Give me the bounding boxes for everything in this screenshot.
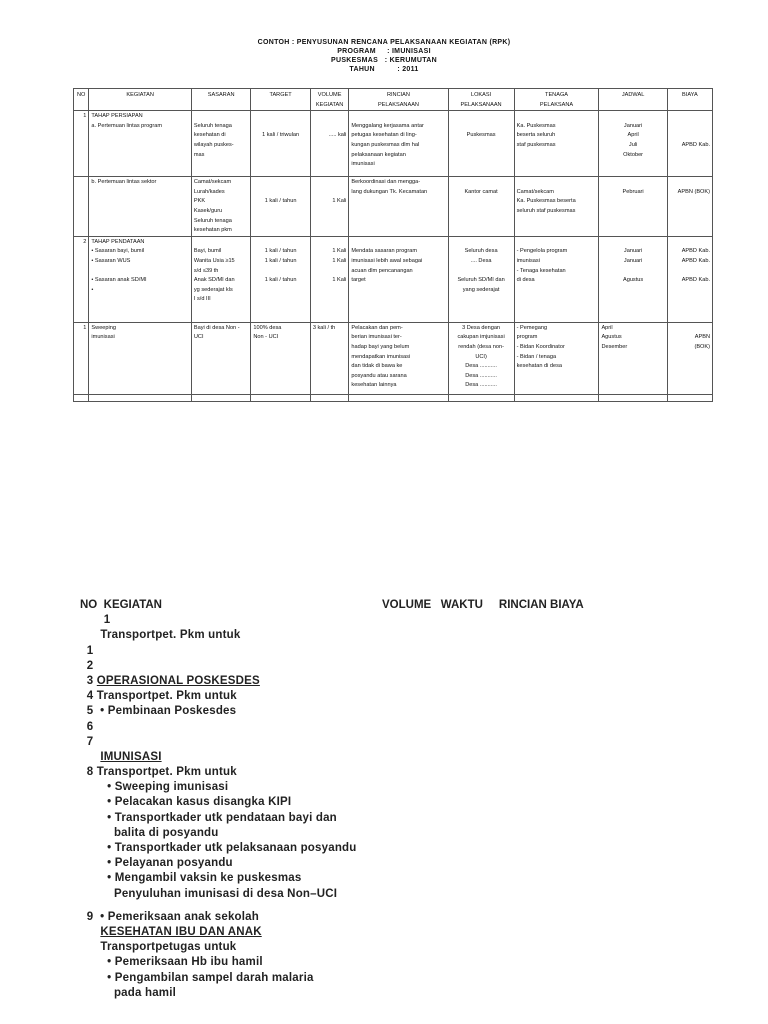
cell-text: Desember (601, 343, 628, 350)
column-header-text: KEGIATAN (126, 92, 154, 98)
column-header (599, 89, 667, 111)
cell-empty (74, 394, 89, 401)
cell-text (451, 267, 512, 277)
cell-text (670, 122, 710, 132)
lower-line: 2 (80, 659, 94, 672)
cell-text: 1 (83, 113, 87, 120)
cell-text: 2 (83, 238, 87, 245)
cell-text: 1 (83, 324, 87, 331)
cell-rincian (349, 322, 448, 394)
cell-text: 100% desa (253, 324, 282, 331)
cell-text: 1 kali / tahun (264, 277, 297, 284)
cell-jadwal (599, 111, 667, 177)
cell-text (313, 122, 347, 132)
cell-target (251, 177, 310, 237)
cell-text: • Sasaran WUS (91, 257, 131, 264)
cell-kegiatan (89, 236, 191, 322)
column-header-text: JADWAL (621, 92, 645, 98)
lower-line: • Mengambil vaksin ke puskesmas (80, 872, 302, 885)
cell-text: kesehatan pkm (193, 227, 232, 234)
cell-text (517, 178, 597, 188)
cell-text: PKK (193, 198, 206, 205)
lower-line: Transportpetugas untuk (80, 941, 237, 954)
column-header (349, 89, 448, 111)
cell-tenaga (514, 322, 599, 394)
cell-text: 1 Kali (332, 277, 347, 284)
cell-tenaga (514, 177, 599, 237)
cell-tenaga (514, 111, 599, 177)
cell-text (253, 122, 307, 132)
lower-line (80, 902, 357, 910)
cell-empty (310, 394, 349, 401)
cell-text: 1 Kali (332, 257, 347, 264)
column-header (74, 89, 89, 111)
cell-text: mas (193, 151, 205, 158)
table-row (74, 236, 713, 322)
lower-line: 4 Transportpet. Pkm untuk (80, 690, 237, 703)
cell-text (670, 131, 710, 141)
cell-text: Januari (623, 248, 643, 255)
cell-text: imunisasi (91, 334, 115, 341)
cell-text (670, 112, 710, 122)
cell-text (253, 178, 307, 188)
cell-text: .... Desa (470, 257, 492, 264)
lower-line (80, 750, 357, 765)
lower-line: 9 • Pemeriksaan anak sekolah (80, 910, 259, 923)
cell-text: kungan puskesmas dlm hal (351, 141, 420, 148)
cell-empty (251, 394, 310, 401)
cell-text: imunisasi lebih awal sebagai (351, 257, 423, 264)
cell-text: (BOK) (694, 343, 710, 350)
cell-text (253, 112, 307, 122)
cell-text: - Pengelola program (516, 248, 568, 255)
table-body (74, 111, 713, 402)
cell-text: Menggalang kerjasama antar (351, 122, 424, 129)
cell-biaya (667, 111, 712, 177)
lower-line: • Pelayanan posyandu (80, 857, 233, 870)
cell-target (251, 111, 310, 177)
cell-text (253, 188, 307, 198)
cell-text (601, 267, 664, 277)
lower-line: pada hamil (80, 986, 177, 999)
cell-text: Bayi di desa Non - (193, 324, 240, 331)
cell-text: Berkoordinasi dan mengga- (351, 179, 421, 186)
lower-line: 1 (80, 614, 111, 627)
cell-jadwal (599, 322, 667, 394)
cell-text: petugas kesehatan di ling- (351, 132, 417, 139)
cell-lokasi (448, 322, 514, 394)
cell-text: pelaksanaan kegiatan (351, 151, 406, 158)
lower-line: Penyuluhan imunisasi di desa Non–UCI (80, 887, 338, 900)
cell-text: target (351, 277, 366, 284)
cell-text (670, 238, 710, 248)
lower-line: • Sweeping imunisasi (80, 781, 229, 794)
table-header-row (74, 89, 713, 111)
cell-rincian (349, 236, 448, 322)
cell-text (194, 238, 248, 248)
cell-empty (514, 394, 599, 401)
cell-text: 1 kali / triwulan (262, 132, 300, 139)
cell-no (74, 177, 89, 237)
column-header-text: PELAKSANA (539, 101, 574, 108)
cell-text: Seluruh SD/MI dan (457, 277, 505, 284)
cell-text: Agustus (601, 334, 622, 341)
cell-rincian (349, 177, 448, 237)
cell-text: Ka. Puskesmas beserta (516, 198, 576, 205)
cell-sasaran (191, 322, 250, 394)
cell-text: staf puskesmas (516, 141, 556, 148)
column-header (310, 89, 349, 111)
lower-line: 7 (80, 735, 94, 748)
cell-text (451, 112, 512, 122)
cell-text: Seluruh tenaga (193, 217, 232, 224)
cell-text: Sweeping (91, 324, 116, 331)
cell-text: imunisasi (516, 257, 540, 264)
cell-text: hadap bayi yang belum (351, 343, 410, 350)
cell-text (517, 112, 597, 122)
cell-text: Wanita Usia ≥15 (193, 257, 235, 264)
cell-text (670, 178, 710, 188)
lower-line: • Transportkader utk pelaksanaan posyandu (80, 842, 357, 854)
cell-text: Camat/sekcam (193, 179, 232, 186)
cell-biaya (667, 322, 712, 394)
cell-text: 1 kali / tahun (264, 198, 297, 205)
cell-jadwal (599, 177, 667, 237)
cell-text: Lurah/kades (193, 188, 225, 195)
cell-text: Kantor camat (464, 188, 498, 195)
cell-text: 3 Desa dengan (462, 324, 501, 331)
cell-lokasi (448, 111, 514, 177)
cell-text: berian imunisasi ter- (351, 334, 402, 341)
cell-text: Desa ........... (465, 372, 497, 379)
cell-text: 3 kali / th (312, 324, 336, 331)
cell-kegiatan (89, 322, 191, 394)
lower-line (80, 925, 357, 940)
cell-empty (667, 394, 712, 401)
cell-text (253, 267, 307, 277)
column-header-text: NO (77, 92, 86, 98)
column-header-text: RINCIAN (386, 92, 410, 98)
section-heading: OPERASIONAL POSKESDES (96, 674, 260, 687)
cell-text: seluruh staf puskesmas (516, 207, 576, 214)
cell-text: Desa ........... (465, 363, 497, 370)
cell-text (670, 324, 710, 334)
cell-text: s/d ≤39 th (193, 267, 219, 274)
cell-text: mendapatkan imunisasi (351, 353, 411, 360)
cell-text (313, 112, 347, 122)
cell-target (251, 236, 310, 322)
column-header-text: TENAGA (545, 92, 569, 98)
column-header (191, 89, 250, 111)
cell-target (251, 322, 310, 394)
cell-text: APBD Kab. (681, 141, 710, 148)
cell-volume (310, 236, 349, 322)
cell-volume (310, 111, 349, 177)
lower-line: 3 OPERASIONAL POSKESDES (80, 674, 260, 687)
cell-text: April (627, 132, 639, 139)
cell-text (313, 238, 347, 248)
cell-text: - Bidan / tenaga (516, 353, 557, 360)
cell-text: di desa (516, 277, 535, 284)
cell-text: I s/d III (193, 296, 211, 303)
cell-text: APBD Kab. (681, 248, 710, 255)
lower-section (80, 598, 357, 1001)
header-puskesmas: PUSKESMAS : KERUMUTAN (331, 57, 437, 64)
cell-text: Ka. Puskesmas (516, 122, 556, 129)
cell-text: Seluruh tenaga (193, 122, 232, 129)
cell-text: 1 kali / tahun (264, 257, 297, 264)
cell-sasaran (191, 177, 250, 237)
cell-empty (599, 394, 667, 401)
cell-text: Agustus (622, 277, 644, 284)
cell-text: Oktober (623, 151, 644, 158)
column-header (89, 89, 191, 111)
cell-text (451, 238, 512, 248)
cell-text: wilayah puskes- (193, 141, 234, 148)
cell-empty (89, 394, 191, 401)
cell-text: • (91, 286, 94, 293)
cell-text (313, 267, 347, 277)
lower-col-no-kegiatan: NO KEGIATAN (80, 599, 162, 611)
cell-text (313, 178, 347, 188)
cell-text: 1 Kali (332, 198, 347, 205)
column-header-text: TARGET (269, 92, 292, 98)
lower-line: 6 (80, 720, 94, 733)
cell-text: b. Pertemuan lintas sektor (91, 179, 157, 186)
section-heading: IMUNISASI (100, 750, 162, 763)
cell-text: acuan dlm pencanangan (351, 267, 413, 274)
cell-volume (310, 177, 349, 237)
cell-tenaga (514, 236, 599, 322)
lower-line: • Pengambilan sampel darah malaria (80, 971, 314, 984)
cell-text (451, 178, 512, 188)
cell-text: APBN (BOK) (677, 188, 710, 195)
cell-text: dan tidak di bawa ke (351, 363, 403, 370)
cell-text: Pelacakan dan pem- (351, 324, 403, 331)
cell-text: posyandu atau sarana (351, 372, 407, 379)
cell-text: Bayi, bumil (193, 248, 222, 255)
cell-text: UCI (193, 334, 204, 341)
cell-text: a. Pertemuan lintas program (91, 122, 162, 129)
cell-text: - Pemegang (516, 324, 548, 331)
cell-lokasi (448, 236, 514, 322)
column-header (514, 89, 599, 111)
cell-text: • Sasaran anak SD/MI (91, 277, 147, 284)
cell-text: Anak SD/MI dan (193, 277, 235, 284)
cell-text: Kasek/guru (193, 207, 223, 214)
header-title: CONTOH : PENYUSUNAN RENCANA PELAKSANAAN KEGIATAN (RPK) (257, 39, 511, 46)
cell-text: yg sederajat kls (193, 286, 233, 293)
cell-text (313, 188, 347, 198)
cell-text: APBD Kab. (681, 257, 710, 264)
cell-text: - Tenaga kesehatan (516, 267, 566, 274)
lower-line: 5 • Pembinaan Poskesdes (80, 705, 237, 718)
cell-text: APBN (694, 334, 710, 341)
cell-text: April (601, 324, 613, 331)
cell-text: 1 kali / tahun (264, 248, 297, 255)
column-header-text: BIAYA (682, 92, 698, 98)
lower-col-volume-waktu-biaya: VOLUME WAKTU RINCIAN BIAYA (382, 599, 584, 611)
cell-text: rendah (desa non- (458, 343, 504, 350)
column-header (667, 89, 712, 111)
cell-empty (349, 394, 448, 401)
cell-text: Seluruh desa (464, 248, 498, 255)
cell-jadwal (599, 236, 667, 322)
cell-text (253, 238, 307, 248)
cell-text: ..... kali (328, 132, 347, 139)
lower-line: balita di posyandu (80, 826, 219, 839)
cell-volume (310, 322, 349, 394)
cell-text: Puskesmas (466, 132, 496, 139)
header-program: PROGRAM : IMUNISASI (337, 48, 431, 55)
column-header (251, 89, 310, 111)
lower-line: 8 Transportpet. Pkm untuk (80, 766, 237, 779)
cell-text (517, 238, 597, 248)
cell-biaya (667, 177, 712, 237)
cell-text: - Bidan Koordinator (516, 343, 565, 350)
cell-text: APBD Kab. (681, 277, 710, 284)
column-header-text: SASARAN (207, 92, 235, 98)
cell-text: imunisasi (351, 161, 375, 168)
cell-no (74, 111, 89, 177)
cell-text (194, 112, 248, 122)
column-header-text: LOKASI (470, 92, 492, 98)
cell-text: • Sasaran bayi, bumil (91, 248, 145, 255)
cell-no (74, 322, 89, 394)
cell-text: TAHAP PERSIAPAN (91, 113, 143, 120)
cell-empty (448, 394, 514, 401)
section-heading: KESEHATAN IBU DAN ANAK (100, 925, 262, 938)
cell-kegiatan (89, 111, 191, 177)
document-header (0, 38, 768, 74)
cell-text: kesehatan di desa (516, 363, 563, 370)
cell-text: Januari (623, 257, 643, 264)
column-header (448, 89, 514, 111)
cell-rincian (349, 111, 448, 177)
cell-text: cakupan imjunisasi (457, 334, 505, 341)
cell-text (451, 122, 512, 132)
cell-text: beserta seluruh (516, 132, 556, 139)
cell-text (601, 238, 664, 248)
cell-text: program (516, 334, 538, 341)
cell-text: kesehatan lainnya (351, 382, 397, 389)
cell-text: yang sederajat (462, 286, 500, 293)
table-row (74, 322, 713, 394)
table-row-empty (74, 394, 713, 401)
cell-text (601, 178, 664, 188)
cell-text (351, 112, 445, 122)
lower-line: • Transportkader utk pendataan bayi dan (80, 811, 337, 824)
column-header-text: PELAKSANAAN (377, 101, 419, 108)
cell-text: Juli (628, 141, 638, 148)
lower-line: • Pemeriksaan Hb ibu hamil (80, 956, 263, 969)
lower-line: 1 (80, 644, 94, 657)
cell-biaya (667, 236, 712, 322)
cell-text: Non - UCI (253, 334, 279, 341)
cell-sasaran (191, 111, 250, 177)
cell-text (91, 267, 188, 277)
cell-text: UCI) (475, 353, 487, 360)
column-header-text: KEGIATAN (315, 101, 344, 108)
cell-text (601, 112, 664, 122)
cell-empty (191, 394, 250, 401)
cell-kegiatan (89, 177, 191, 237)
cell-text: Januari (623, 122, 643, 129)
cell-text: Camat/sekcam (516, 188, 554, 195)
table-row (74, 111, 713, 177)
cell-no (74, 236, 89, 322)
header-tahun: TAHUN : 2011 (349, 66, 419, 73)
cell-text: Mendata sasaran program (351, 248, 417, 255)
cell-text (351, 238, 445, 248)
cell-text: Pebruari (622, 188, 644, 195)
cell-text: kesehatan di (193, 132, 226, 139)
cell-text: TAHAP PENDATAAN (91, 238, 145, 245)
cell-text: lang dukungan Tk. Kecamatan (351, 188, 428, 195)
table-row (74, 177, 713, 237)
column-header-text: VOLUME (317, 92, 342, 98)
cell-text (670, 267, 710, 277)
rpk-table (73, 88, 713, 402)
column-header-text: PELAKSANAAN (460, 101, 502, 108)
cell-text: Desa ........... (465, 382, 497, 389)
cell-sasaran (191, 236, 250, 322)
lower-line: Transportpet. Pkm untuk (80, 629, 241, 642)
cell-text: 1 Kali (332, 248, 347, 255)
lower-line: • Pelacakan kasus disangka KIPI (80, 796, 292, 809)
cell-lokasi (448, 177, 514, 237)
